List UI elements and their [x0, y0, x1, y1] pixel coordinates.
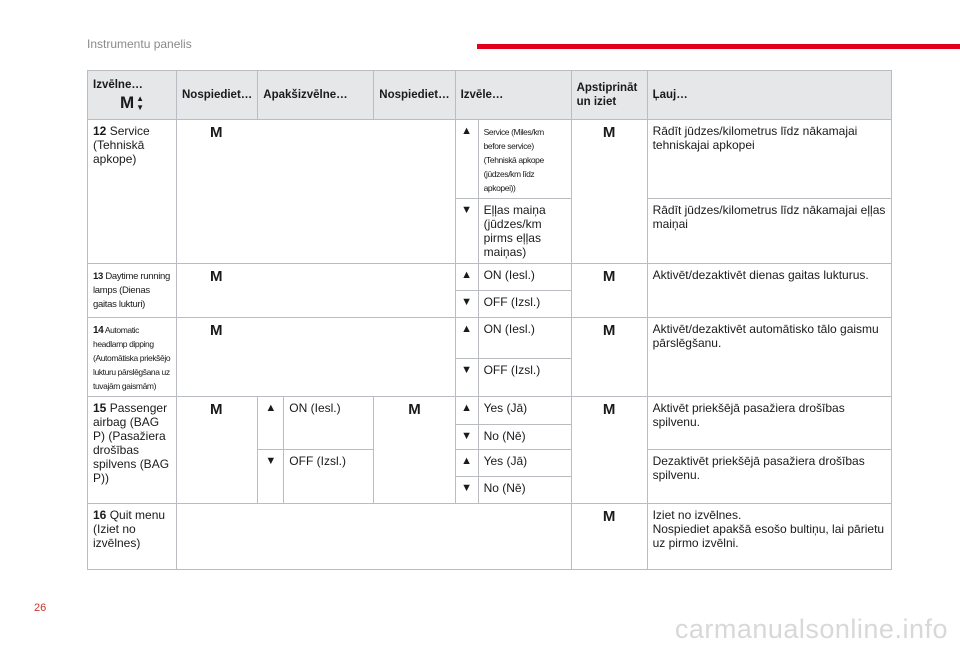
choice-airbag-off-yes: Yes (Jā) — [478, 450, 571, 477]
up-arrow-icon: ▲ — [265, 402, 277, 414]
result-airbag-on: Aktivēt priekšējā pasažiera drošības spilvenu. — [647, 397, 891, 450]
table-header-row — [88, 71, 892, 120]
menu-service: 12 Service (Tehniskā apkope) — [88, 120, 177, 264]
result-service-down: Rādīt jūdzes/kilometrus līdz nākamajai eļļas maiņai — [647, 199, 891, 264]
choice-drl-on: ON (Iesl.) — [478, 264, 571, 291]
choice-service-up: Service (Miles/km before service) (Tehniskā apkope (jūdzes/km līdz apkopei)) — [483, 127, 544, 193]
choice-drl-off: OFF (Izsl.) — [478, 291, 571, 318]
menu-airbag: 15 Passenger airbag (BAG P) (Pasažiera drošības spilvens (BAG P)) — [88, 397, 177, 504]
result-headlamp: Aktivēt/dezaktivēt automātisko tālo gaismu pārslēgšanu. — [647, 318, 891, 397]
header-press-2: Nospiediet… — [374, 71, 455, 120]
up-arrow-icon: ▲ — [461, 125, 473, 137]
down-arrow-icon: ▼ — [461, 482, 473, 494]
header-submenu: Apakšizvēlne… — [258, 71, 374, 120]
submenu-airbag-on: ON (Iesl.) — [284, 397, 374, 450]
menu-button-icon: M — [210, 268, 223, 285]
choice-service-down: Eļļas maiņa (jūdzes/km pirms eļļas maiņas) — [478, 199, 571, 264]
menu-quit: 16 Quit menu (Iziet no izvēlnes) — [88, 504, 177, 570]
down-arrow-icon: ▼ — [461, 296, 473, 308]
table-row-drl — [88, 264, 892, 291]
submenu-airbag-off: OFF (Izsl.) — [284, 450, 374, 504]
up-arrow-icon: ▲ — [461, 269, 473, 281]
choice-airbag-off-no: No (Nē) — [478, 477, 571, 504]
up-arrow-icon: ▲ — [461, 402, 473, 414]
confirm-button-icon: M — [602, 124, 616, 141]
confirm-button-icon: M — [602, 322, 616, 339]
table-row-headlamp — [88, 318, 892, 359]
press-cell — [177, 120, 456, 264]
menu-table — [87, 70, 892, 570]
choice-headlamp-off: OFF (Izsl.) — [478, 359, 571, 397]
result-service-up: Rādīt jūdzes/kilometrus līdz nākamajai tehniskajai apkopei — [647, 120, 891, 199]
menu-button-icon: M — [408, 401, 421, 418]
header-title: Instrumentu panelis — [87, 37, 192, 51]
down-arrow-icon: ▼ — [461, 430, 473, 442]
table-row-quit — [88, 504, 892, 570]
result-airbag-off: Dezaktivēt priekšējā pasažiera drošības spilvenu. — [647, 450, 891, 504]
header-accent-bar — [477, 44, 960, 49]
result-drl: Aktivēt/dezaktivēt dienas gaitas lukturus. — [647, 264, 891, 318]
menu-button-icon: M — [210, 322, 223, 339]
menu-drl: 13 Daytime running lamps (Dienas gaitas lukturi) — [88, 264, 177, 318]
header-confirm: Apstiprināt un iziet — [571, 71, 647, 120]
header-choice: Izvēle… — [455, 71, 571, 120]
down-arrow-icon: ▼ — [461, 364, 473, 377]
menu-button-icon: M — [210, 124, 223, 141]
table-row-airbag — [88, 397, 892, 425]
menu-arrows-icon: M ▲ ▼ — [119, 93, 145, 112]
menu-headlamp: 14 Automatic headlamp dipping (Automātiska priekšējo lukturu pārslēgšana uz tuvajām gaismām) — [88, 318, 177, 397]
menu-button-icon: M — [210, 401, 223, 418]
header-press-1: Nospiediet… — [177, 71, 258, 120]
header-allows: Ļauj… — [647, 71, 891, 120]
header-menu: Izvēlne… M ▲ ▼ — [88, 71, 177, 120]
choice-airbag-on-yes: Yes (Jā) — [478, 397, 571, 425]
confirm-button-icon: M — [602, 508, 616, 525]
choice-airbag-on-no: No (Nē) — [478, 425, 571, 450]
result-quit: Iziet no izvēlnes. Nospiediet apakšā esošo bultiņu, lai pārietu uz pirmo izvēlni. — [647, 504, 891, 570]
watermark: carmanualsonline.info — [674, 614, 948, 644]
up-arrow-icon: ▲ — [461, 455, 473, 467]
confirm-button-icon: M — [602, 268, 616, 285]
page-number: 26 — [34, 602, 47, 614]
choice-headlamp-on: ON (Iesl.) — [478, 318, 571, 359]
table-row-service — [88, 120, 892, 199]
confirm-button-icon: M — [602, 401, 616, 418]
down-arrow-icon: ▼ — [265, 455, 277, 467]
down-arrow-icon: ▼ — [461, 204, 473, 216]
up-arrow-icon: ▲ — [461, 323, 473, 335]
